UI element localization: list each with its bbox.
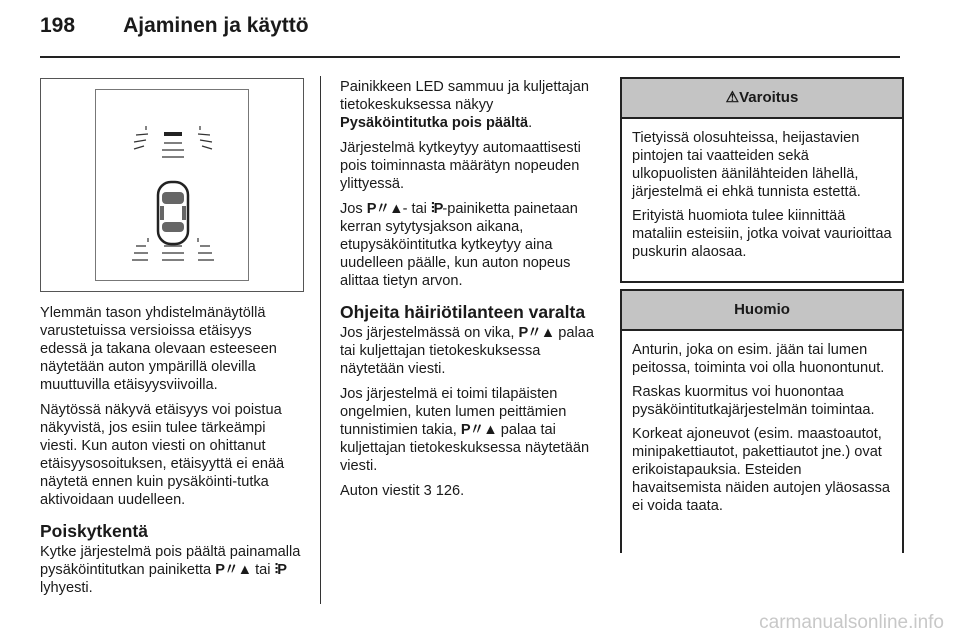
display-frame xyxy=(95,89,249,281)
paragraph-display: Ylemmän tason yhdistelmänäytöllä varustetuissa versioissa etäisyys edessä ja takana olevaan esteeseen näytetään auton ympärillä olevilla muuttuvilla etäisyysviivoilla. xyxy=(40,305,277,393)
note-title: Huomio xyxy=(734,301,790,318)
warning-paragraph-1: Tietyissä olosuhteissa, heijastavien pintojen tai vaatteiden sekä ulkopuolisten äänilähteiden lähellä, järjestelmä ei ehkä tunnista estettä. xyxy=(632,130,861,200)
park-pilot-icon: P〃▲ xyxy=(366,201,403,217)
heading-switch-off: Poiskytkentä xyxy=(40,521,148,541)
heading-fault: Ohjeita häiriötilanteen varalta xyxy=(340,302,586,322)
front-distance-bar xyxy=(164,132,182,136)
page-title: Ajaminen ja käyttö xyxy=(123,14,309,37)
watermark: carmanualsonline.info xyxy=(759,612,944,633)
page-number: 198 xyxy=(40,14,76,37)
note-box xyxy=(620,289,904,553)
warning-header xyxy=(622,79,902,119)
paragraph-fault: Jos järjestelmässä on vika, P〃▲ palaa tai kuljettajan tietokeskuksessa näytetään viesti. xyxy=(340,325,595,377)
column-divider xyxy=(320,76,321,604)
warning-icon: ⚠ xyxy=(725,89,740,106)
note-header xyxy=(622,291,902,331)
column-left xyxy=(40,304,302,604)
warning-title: Varoitus xyxy=(739,89,799,106)
paragraph-auto-off: Järjestelmä kytkeytyy automaattisesti pois toiminnasta määrätyn nopeuden ylittyessä. xyxy=(340,140,581,192)
note-paragraph-1: Anturin, joka on esim. jään tai lumen peitossa, toiminta voi olla huonontunut. xyxy=(632,342,885,376)
park-pilot-icon: P〃▲ xyxy=(215,562,252,578)
park-pilot-icon: P〃▲ xyxy=(460,422,497,438)
paragraph-vehicle-messages: Auton viestit 3 126. xyxy=(340,483,465,499)
car-distance-illustration xyxy=(96,90,248,280)
page-reference-icon: 3 xyxy=(423,483,432,499)
page-reference[interactable]: 126. xyxy=(435,483,465,499)
column-middle xyxy=(340,78,602,507)
parking-display-figure xyxy=(40,78,304,292)
warning-paragraph-2: Erityistä huomiota tulee kiinnittää mataliin esteisiin, jotka voivat vaurioittaa puskurin alaosaa. xyxy=(632,208,892,260)
note-paragraph-3: Korkeat ajoneuvot (esim. maastoautot, minipakettiautot, pakettiautot jne.) ovat erikoistapauksia. Esteiden havaitsemista näiden autojen yläosassa ei voida taata. xyxy=(632,426,890,514)
paragraph-led: Painikkeen LED sammuu ja kuljettajan tietokeskuksessa näkyy Pysäköintitutka pois päältä. xyxy=(340,79,590,131)
note-paragraph-2: Raskas kuormitus voi huonontaa pysäköintitutkajärjestelmän toimintaa. xyxy=(632,384,875,418)
park-pilot-icon: P〃▲ xyxy=(518,325,555,341)
message-park-off: Pysäköintitutka pois päältä xyxy=(340,115,529,131)
paragraph-distance-hidden: Näytössä näkyvä etäisyys voi poistua näkyvistä, jos esiin tulee tärkeämpi viesti. Kun auton viesti on ohittanut etäisyysosoituksen, etäisyyttä ei enää näytetä ennen kuin pysäköinti-tutka aktivoidaan uudelleen. xyxy=(40,402,285,508)
warning-box xyxy=(620,77,904,283)
paragraph-temporary-fault: Jos järjestelmä ei toimi tilapäisten ongelmien, kuten lumen peittämien tunnistimien takia, P〃▲ palaa tai kuljettajan tietokeskuksessa näytetään viesti. xyxy=(340,386,590,474)
park-sensor-icon: ⫶P xyxy=(274,562,286,578)
park-sensor-icon: ⫶P xyxy=(430,201,443,217)
paragraph-switch-off: Kytke järjestelmä pois päältä painamalla pysäköintitutkan painiketta P〃▲ tai ⫶P lyhyesti. xyxy=(40,544,301,596)
page-header xyxy=(40,14,309,38)
header-rule xyxy=(40,56,900,58)
paragraph-reactivation: Jos P〃▲- tai ⫶P-painiketta painetaan kerran sytytysjakson aikana, etupysäköintitutka kytkeytyy aina uudelleen päälle, kun auton nopeus alittaa tietyn arvon. xyxy=(340,201,578,289)
